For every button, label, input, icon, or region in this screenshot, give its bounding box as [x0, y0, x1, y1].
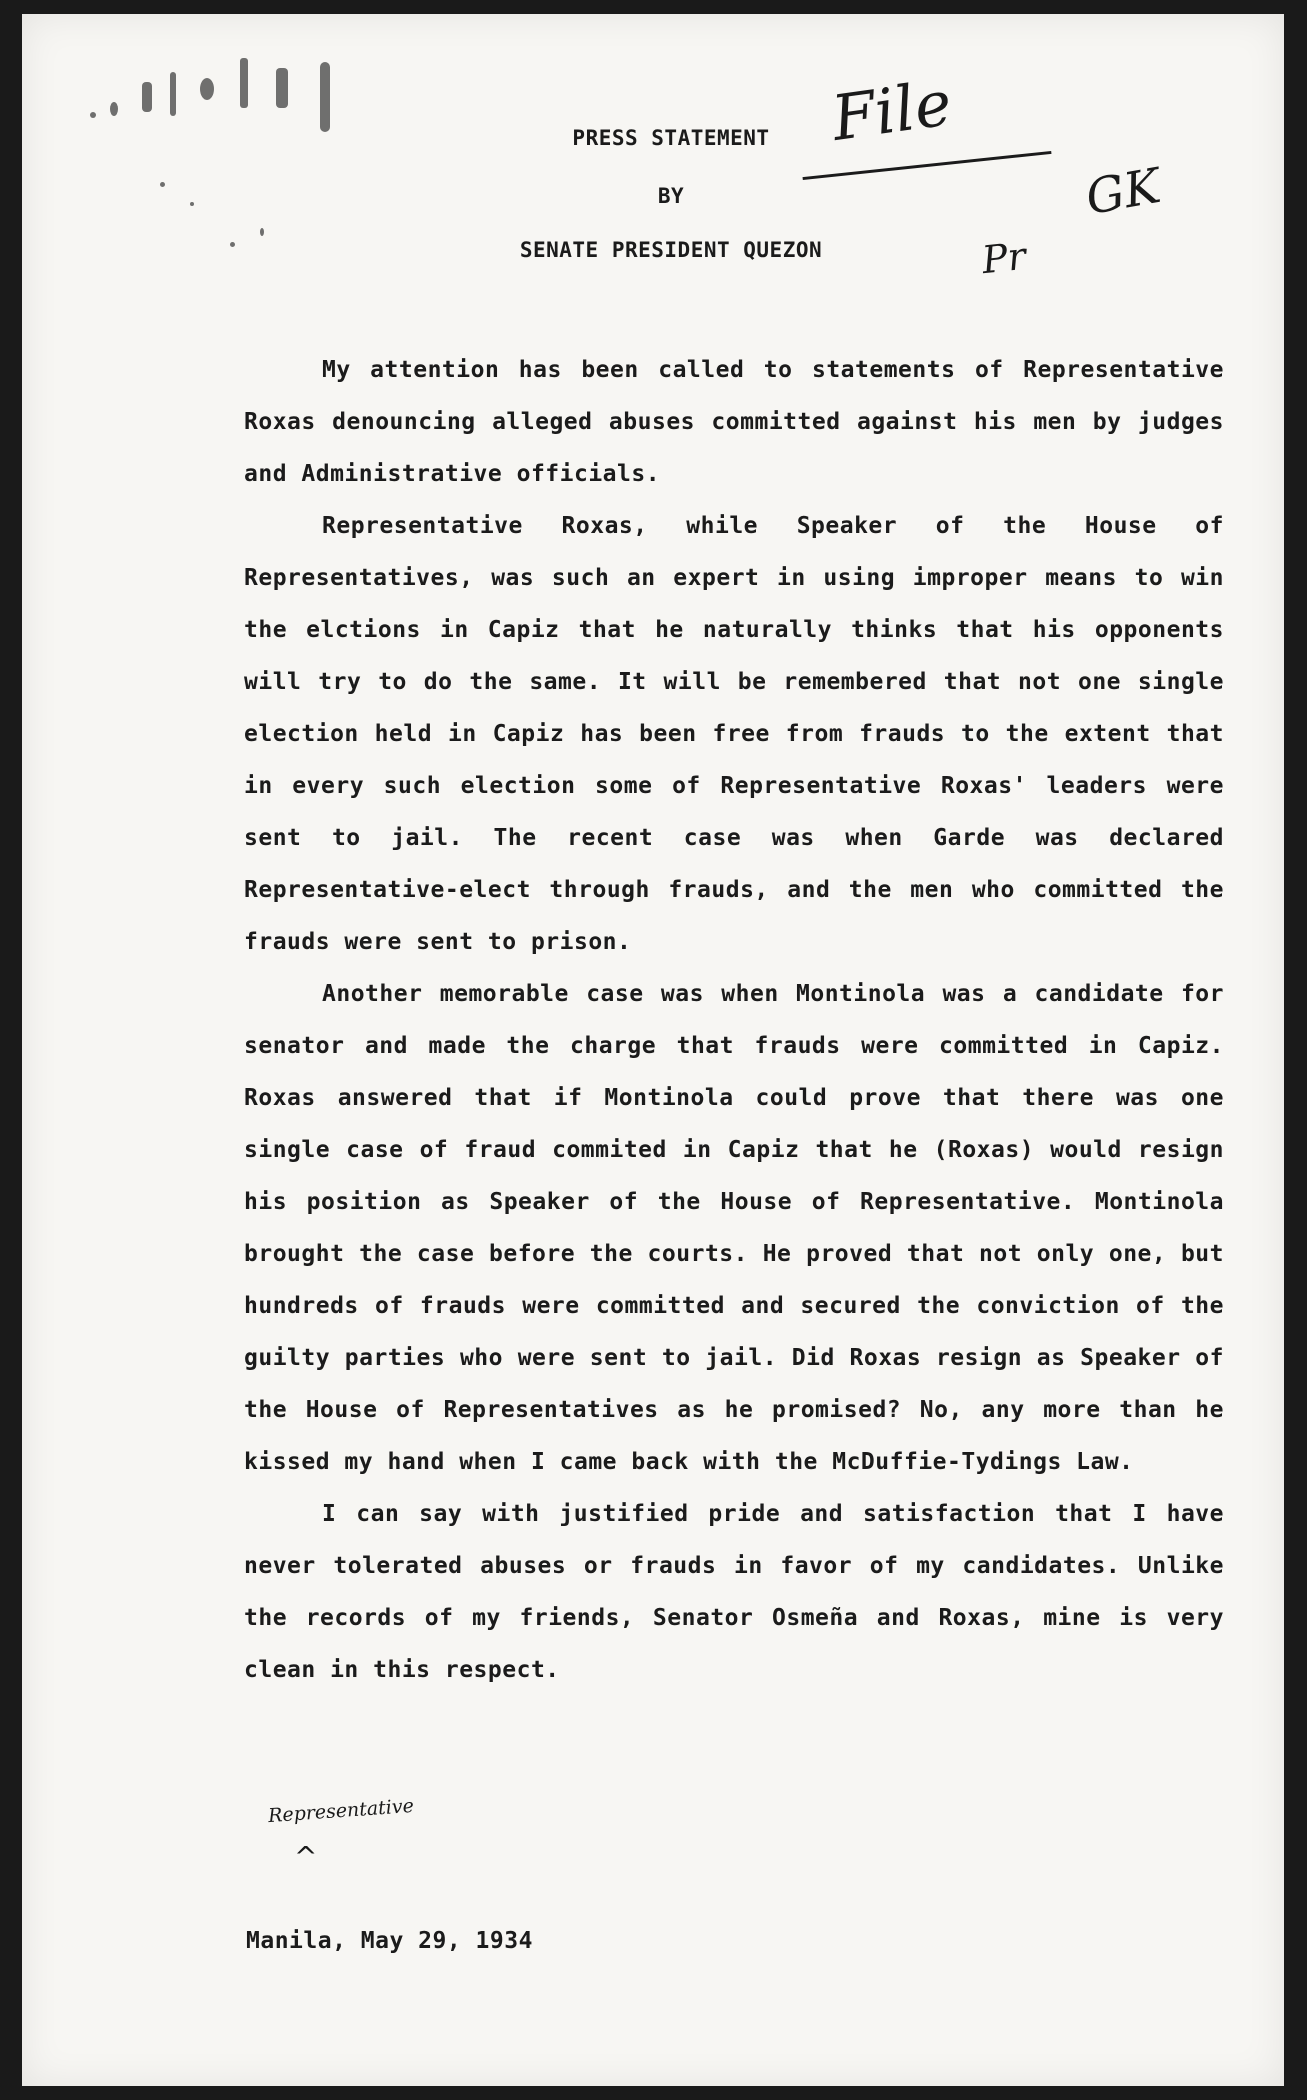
paragraph-2: Representative Roxas, while Speaker of the House of Representatives, was such an expert in using improper means to win the elctions in Capiz that he naturally thinks that his opponents will try to do the same. It will be remembered that not one single election held in Capiz has been free from frauds to the extent that in every such election some of Representative Roxas' leaders were sent to jail. The recent case was when Garde was declared Representative-elect through frauds, and the men who committed the frauds were sent to prison.: [244, 513, 1224, 955]
handwritten-file-note: File: [827, 66, 956, 155]
paragraph-1: My attention has been called to statements of Representative Roxas denouncing alleged abuses committed against his men by judges and Administrative officials.: [244, 357, 1224, 487]
heading-line-author: SENATE PRESIDENT QUEZON: [519, 238, 823, 262]
file-note-underline: [803, 151, 1052, 180]
handwritten-insertion: Representative: [267, 1794, 415, 1828]
heading-line-press-statement: PRESS STATEMENT: [572, 126, 770, 150]
statement-body: [244, 344, 1224, 1696]
handwritten-initials: GK: [1081, 157, 1165, 227]
document-page: [22, 14, 1284, 2086]
paragraph-4: I can say with justified pride and satisfaction that I have never tolerated abuses or frauds in favor of my candidates. Unlike the records of my friends, Senator Osmeña and Roxas, mine is very clean in this respect.: [244, 1501, 1224, 1683]
dateline: Manila, May 29, 1934: [246, 1928, 533, 1954]
heading-line-by: BY: [657, 184, 685, 208]
paragraph-3: Another memorable case was when Montinola was a candidate for senator and made the charge that frauds were committed in Capiz. Roxas answered that if Montinola could prove that there was one single case of fraud commited in Capiz that he (Roxas) would resign his position as Speaker of the House of Representative. Montinola brought the case before the courts. He proved that not only one, but hundreds of frauds were committed and secured the conviction of the guilty parties who were sent to jail. Did Roxas resign as Speaker of the House of Representatives as he promised? No, any more than he kissed my hand when I came back with the McDuffie-Tydings Law.: [244, 981, 1224, 1475]
handwritten-pr-note: Pr: [979, 233, 1028, 283]
insertion-caret: ^: [294, 1840, 318, 1873]
